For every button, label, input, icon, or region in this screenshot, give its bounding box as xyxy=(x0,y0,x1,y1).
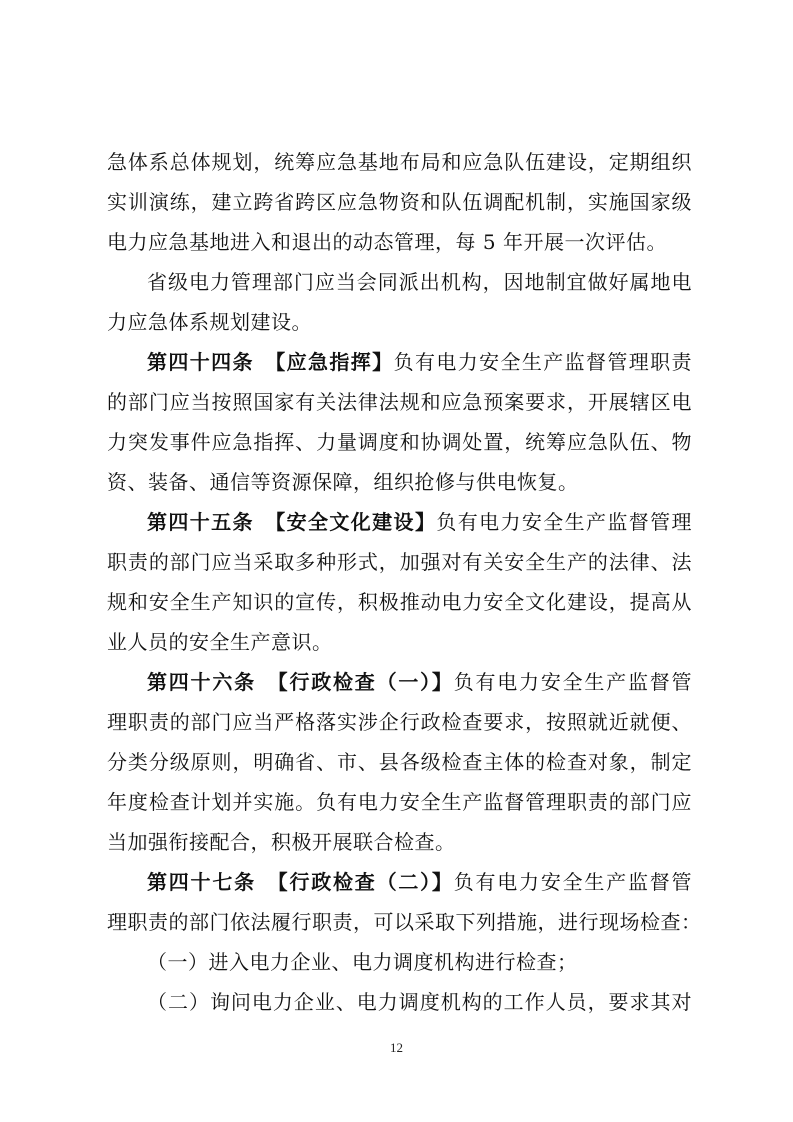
paragraph-line: 省级电力管理部门应当会同派出机构，因地制宜做好属地电 xyxy=(147,270,692,294)
article-46-line: 第四十六条 【行政检查（一）】负有电力安全生产监督管 xyxy=(147,670,693,694)
list-item: （一）进入电力企业、电力调度机构进行检查； xyxy=(147,950,578,974)
article-47-line: 第四十七条 【行政检查（二）】负有电力安全生产监督管 xyxy=(147,870,693,894)
paragraph-line: 电力应急基地进入和退出的动态管理，每 5 年开展一次评估。 xyxy=(107,230,667,254)
paragraph-line: 力突发事件应急指挥、力量调度和协调处置，统筹应急队伍、物 xyxy=(107,430,692,454)
paragraph-line: 职责的部门应当采取多种形式，加强对有关安全生产的法律、法 xyxy=(107,550,692,574)
paragraph-line: 实训演练，建立跨省跨区应急物资和队伍调配机制，实施国家级 xyxy=(107,190,692,214)
paragraph-line: 年度检查计划并实施。负有电力安全生产监督管理职责的部门应 xyxy=(107,790,692,814)
paragraph-line: 力应急体系规划建设。 xyxy=(107,310,312,334)
paragraph-line: 分类分级原则，明确省、市、县各级检查主体的检查对象，制定 xyxy=(107,750,692,774)
paragraph-line: 急体系总体规划，统筹应急基地布局和应急队伍建设，定期组织 xyxy=(107,150,692,174)
article-45-heading: 第四十五条 【安全文化建设】 xyxy=(147,510,437,534)
paragraph-line: 的部门应当按照国家有关法律法规和应急预案要求，开展辖区电 xyxy=(107,390,692,414)
paragraph-line: 理职责的部门依法履行职责，可以采取下列措施，进行现场检查： xyxy=(107,910,702,934)
paragraph-line: 当加强衔接配合，积极开展联合检查。 xyxy=(107,830,456,854)
list-item: （二）询问电力企业、电力调度机构的工作人员，要求其对 xyxy=(147,990,692,1014)
page-number: 12 xyxy=(390,1040,403,1055)
article-47-heading: 第四十七条 【行政检查（二）】 xyxy=(147,870,454,894)
paragraph-line: 规和安全生产知识的宣传，积极推动电力安全文化建设，提高从 xyxy=(107,590,692,614)
paragraph-line: 业人员的安全生产意识。 xyxy=(107,630,333,654)
article-44-line: 第四十四条 【应急指挥】负有电力安全生产监督管理职责 xyxy=(147,350,693,374)
article-46-heading: 第四十六条 【行政检查（一）】 xyxy=(147,670,454,694)
paragraph-line: 理职责的部门应当严格落实涉企行政检查要求，按照就近就便、 xyxy=(107,710,692,734)
article-44-heading: 第四十四条 【应急指挥】 xyxy=(147,350,394,374)
paragraph-line: 资、装备、通信等资源保障，组织抢修与供电恢复。 xyxy=(107,470,579,494)
article-45-line: 第四十五条 【安全文化建设】负有电力安全生产监督管理 xyxy=(147,510,693,534)
